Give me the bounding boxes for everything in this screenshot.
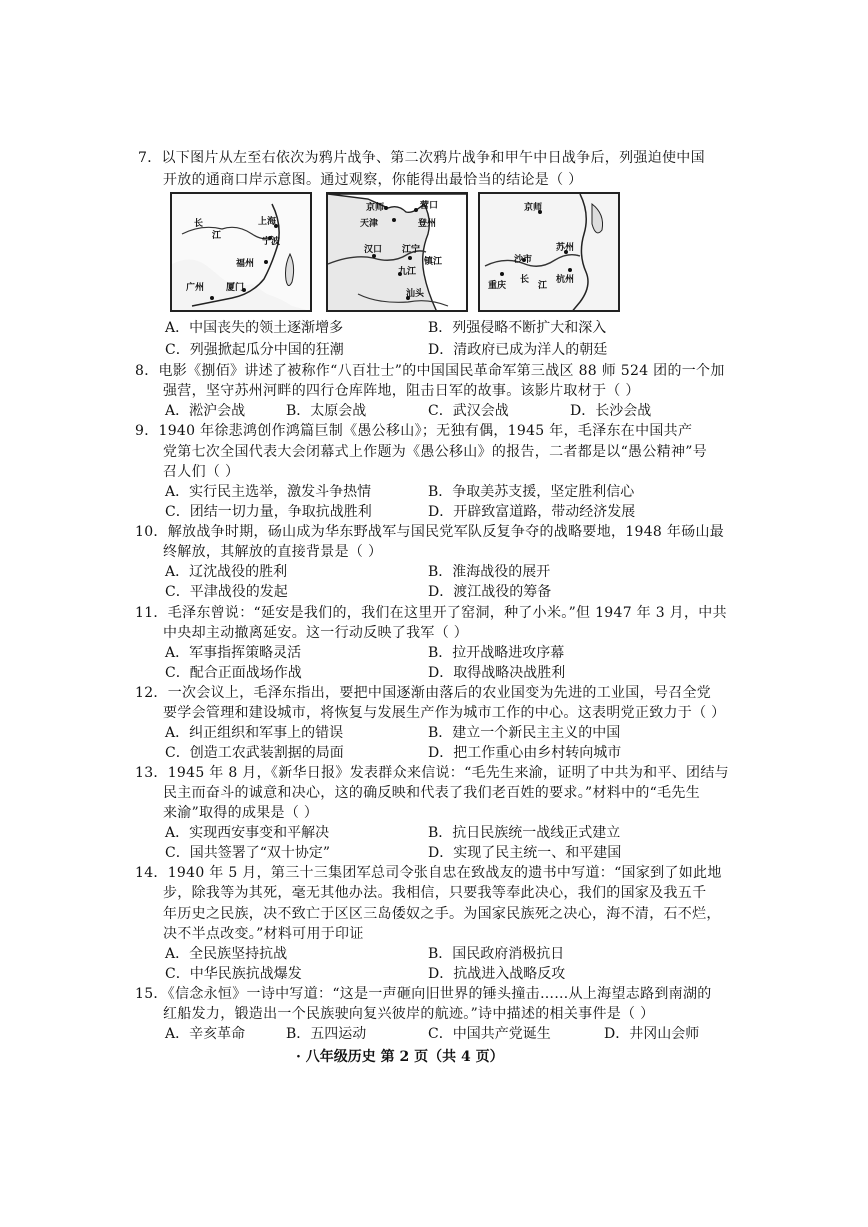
q14-stem-line2: 步，除我等为其死，毫无其他办法。我相信，只要我等奉此决心，我们的国家及我五千: [163, 885, 707, 901]
q10-stem-line2: 终解放，其解放的直接背景是（ ）: [163, 544, 383, 560]
q13-option-a[interactable]: A．实现西安事变和平解决: [165, 825, 330, 841]
map3-outline: [480, 194, 620, 312]
map3-label-jingshi: 京师: [524, 203, 543, 213]
q7-stem-line2: 开放的通商口岸示意图。通过观察，你能得出最恰当的结论是（ ）: [163, 172, 583, 188]
q7-option-c[interactable]: C．列强掀起瓜分中国的狂潮: [165, 342, 344, 358]
q14-option-b[interactable]: B．国民政府消极抗日: [428, 946, 565, 962]
q10-option-c[interactable]: C．平津战役的发起: [165, 584, 288, 600]
q11-option-b[interactable]: B．拉开战略进攻序幕: [428, 645, 565, 661]
q13-stem-line2: 民主而奋斗的诚意和决心，这的确反映和代表了我们老百姓的要求。”材料中的“毛先生: [163, 785, 701, 801]
q13-option-c[interactable]: C．国共签署了“双十协定”: [165, 845, 331, 861]
q14-option-c[interactable]: C．中华民族抗战爆发: [165, 966, 302, 982]
map2-label-jiangning: 江宁: [402, 245, 421, 255]
q8-stem-line1: 8．电影《捌佰》讲述了被称作“八百壮士”的中国国民革命军第三战区 88 师 524 团的一个加: [135, 363, 725, 379]
q11-option-d[interactable]: D．取得战略决战胜利: [428, 665, 566, 681]
q13-stem-line3: 来渝”取得的成果是（ ）: [163, 805, 319, 821]
map-second-opium-war: [326, 192, 468, 312]
map-opium-war: [170, 192, 312, 312]
map2-label-yingkou: 营口: [420, 201, 439, 211]
q9-option-b[interactable]: B．争取美苏支援，坚定胜利信心: [428, 484, 635, 500]
q14-option-d[interactable]: D．抗战进入战略反攻: [428, 966, 566, 982]
map3-label-jiang: 江: [538, 281, 548, 291]
map1-label-jiang: 江: [212, 231, 222, 241]
q10-stem-line1: 10．解放战争时期，砀山成为华东野战军与国民党军队反复争夺的战略要地，1948 年砀山最: [135, 524, 725, 540]
q10-option-d[interactable]: D．渡江战役的筹备: [428, 584, 552, 600]
map2-outline: [328, 194, 468, 312]
q9-stem-line2: 党第七次全国代表大会闭幕式上作题为《愚公移山》的报告，二者都是以“愚公精神”号: [163, 444, 708, 460]
q15-option-a[interactable]: A．辛亥革命: [165, 1026, 246, 1042]
map1-label-xiamen: 厦门: [226, 283, 245, 293]
map2-label-hankou: 汉口: [364, 245, 383, 255]
q15-stem-line1: 15．《信念永恒》一诗中写道：“这是一声砸向旧世界的锤头撞击……从上海望志路到南湖的: [135, 986, 712, 1002]
map3-label-hangzhou: 杭州: [556, 275, 575, 285]
q12-option-b[interactable]: B．建立一个新民主主义的中国: [428, 725, 621, 741]
q9-stem-line3: 召人们（ ）: [163, 464, 240, 480]
q7-maps: [170, 192, 620, 314]
q14-stem-line3: 年历史之民族，决不致亡于区区三岛倭奴之手。为国家民族死之决心，海不清，石不烂，: [163, 906, 721, 922]
q7-option-a[interactable]: A．中国丧失的领土逐渐增多: [165, 320, 344, 336]
map2-label-shantou: 汕头: [406, 289, 425, 299]
q12-stem-line2: 要学会管理和建设城市，将恢复与发展生产作为城市工作的中心。这表明党正致力于（ ）: [163, 705, 726, 721]
map3-label-suzhou: 苏州: [556, 243, 575, 253]
q8-option-b[interactable]: B．太原会战: [286, 403, 367, 419]
q8-option-a[interactable]: A．淞沪会战: [165, 403, 246, 419]
map2-label-zhenjiang: 镇江: [424, 257, 443, 267]
map3-label-shashi: 沙市: [514, 255, 533, 265]
q12-option-d[interactable]: D．把工作重心由乡村转向城市: [428, 745, 622, 761]
map1-outline: [172, 194, 312, 312]
q11-stem-line1: 11．毛泽东曾说：“延安是我们的，我们在这里开了窑洞，种了小米。”但 1947 年 3 月，中共: [135, 605, 727, 621]
q12-option-c[interactable]: C．创造工农武装割据的局面: [165, 745, 344, 761]
map2-label-dengzhou: 登州: [418, 219, 437, 229]
map3-label-chang: 长: [520, 275, 530, 285]
q12-option-a[interactable]: A．纠正组织和军事上的错误: [165, 725, 344, 741]
page-footer: · 八年级历史 第 2 页（共 4 页）: [296, 1049, 504, 1065]
q10-option-a[interactable]: A．辽沈战役的胜利: [165, 564, 288, 580]
q15-option-d[interactable]: D．井冈山会师: [604, 1026, 700, 1042]
q14-stem-line1: 14．1940 年 5 月，第三十三集团军总司令张自忠在致战友的遗书中写道：“国家到了如此地: [135, 865, 722, 881]
q15-stem-line2: 红船发力，锻造出一个民族驶向复兴彼岸的航迹。”诗中描述的相关事件是（ ）: [163, 1006, 655, 1022]
q15-option-c[interactable]: C．中国共产党诞生: [428, 1026, 551, 1042]
q11-option-c[interactable]: C．配合正面战场作战: [165, 665, 302, 681]
q13-stem-line1: 13．1945 年 8 月，《新华日报》发表群众来信说：“毛先生来渝，证明了中共为和平、团结与: [135, 765, 729, 781]
q8-stem-line2: 强营，坚守苏州河畔的四行仓库阵地，阻击日军的故事。该影片取材于（ ）: [163, 383, 640, 399]
q9-stem-line1: 9．1940 年徐悲鸿创作鸿篇巨制《愚公移山》；无独有偶，1945 年，毛泽东在中国共产: [135, 423, 693, 439]
q9-option-d[interactable]: D．开辟致富道路，带动经济发展: [428, 504, 636, 520]
q13-option-d[interactable]: D．实现了民主统一、和平建国: [428, 845, 622, 861]
map2-label-jingshi: 京师: [366, 203, 385, 213]
q9-option-c[interactable]: C．团结一切力量，争取抗战胜利: [165, 504, 372, 520]
map2-label-jiujiang: 九江: [398, 267, 417, 277]
map1-label-shanghai: 上海: [258, 217, 277, 227]
q9-option-a[interactable]: A．实行民主选举，激发斗争热情: [165, 484, 372, 500]
q12-stem-line1: 12．一次会议上，毛泽东指出，要把中国逐渐由落后的农业国变为先进的工业国，号召全党: [135, 685, 712, 701]
map1-label-fuzhou: 福州: [236, 259, 255, 269]
map-sino-japanese-war: [478, 192, 620, 312]
q7-option-b[interactable]: B．列强侵略不断扩大和深入: [428, 320, 607, 336]
map1-label-ningbo: 宁波: [262, 237, 281, 247]
map2-label-tianjin: 天津: [360, 219, 379, 229]
q13-option-b[interactable]: B．抗日民族统一战线正式建立: [428, 825, 621, 841]
map1-label-chang: 长: [194, 219, 204, 229]
map1-label-guangzhou: 广州: [186, 283, 205, 293]
map3-label-chongqing: 重庆: [488, 281, 507, 291]
q11-stem-line2: 中央却主动撤离延安。这一行动反映了我军（ ）: [163, 625, 469, 641]
q10-option-b[interactable]: B．淮海战役的展开: [428, 564, 551, 580]
q8-option-c[interactable]: C．武汉会战: [428, 403, 509, 419]
q14-stem-line4: 决不半点改变。”材料可用于印证: [163, 926, 364, 942]
q8-option-d[interactable]: D．长沙会战: [570, 403, 652, 419]
q11-option-a[interactable]: A．军事指挥策略灵活: [165, 645, 302, 661]
q15-option-b[interactable]: B．五四运动: [286, 1026, 367, 1042]
q7-option-d[interactable]: D．清政府已成为洋人的朝廷: [428, 342, 608, 358]
q7-stem-line1: 7．以下图片从左至右依次为鸦片战争、第二次鸦片战争和甲午中日战争后，列强迫使中国: [138, 150, 705, 166]
q14-option-a[interactable]: A．全民族坚持抗战: [165, 946, 288, 962]
